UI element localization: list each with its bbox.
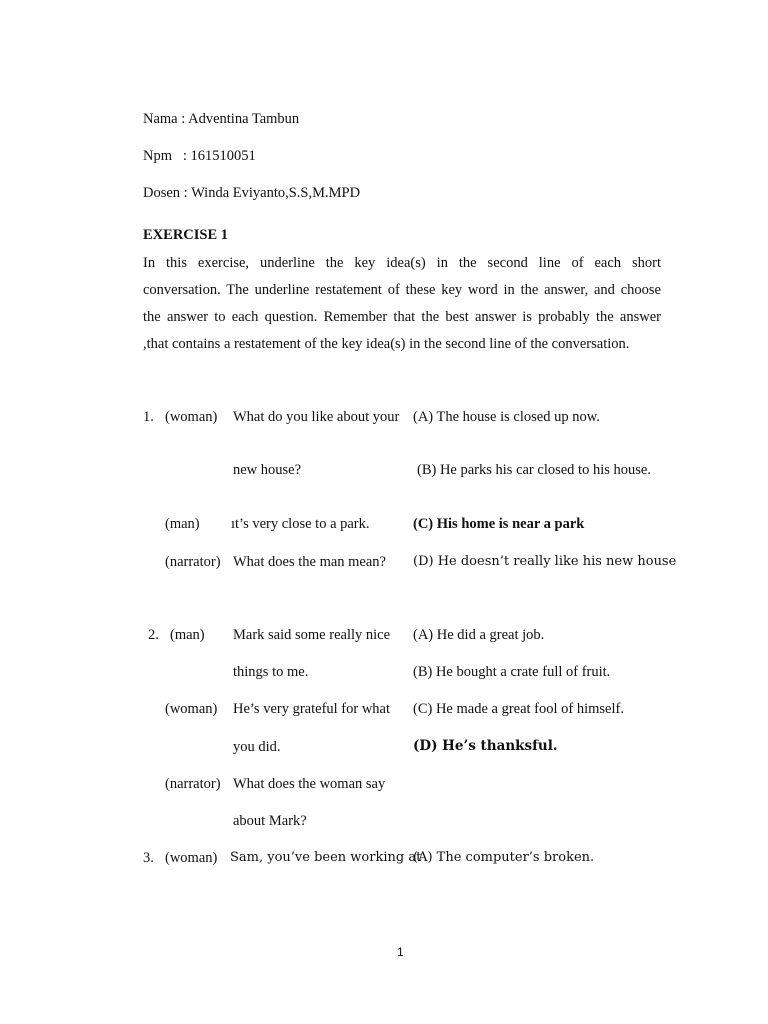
dialogue-text: What does the woman say bbox=[233, 776, 386, 792]
speaker-label: (woman) bbox=[165, 701, 218, 717]
answer-option-d: (D) He doesn’t really like his new house bbox=[413, 554, 677, 569]
speaker-label: (woman) bbox=[165, 850, 218, 866]
dialogue-text: ıt’s very close to a park. bbox=[231, 516, 370, 532]
answer-option-d: (D) He’s thanksful. bbox=[413, 738, 558, 754]
page-number: 1 bbox=[397, 945, 404, 959]
exercise-title: EXERCISE 1 bbox=[143, 227, 229, 243]
answer-option-a: (A) The computer’s broken. bbox=[413, 850, 595, 865]
dialogue-text: Mark said some really nice bbox=[233, 627, 391, 643]
lecturer-name: Dosen : Winda Eviyanto,S.S,M.MPD bbox=[143, 185, 361, 201]
speaker-label: (man) bbox=[170, 627, 205, 643]
instruction-line: the answer to each question. Remember that the best answer is probably the answer bbox=[143, 309, 661, 325]
answer-option-b: (B) He parks his car closed to his house. bbox=[417, 462, 651, 478]
answer-option-c: (C) His home is near a park bbox=[413, 516, 585, 532]
dialogue-text: What do you like about your bbox=[233, 409, 400, 425]
answer-option-b: (B) He bought a crate full of fruit. bbox=[413, 664, 611, 680]
dialogue-text: things to me. bbox=[233, 664, 309, 680]
question-number: 1. bbox=[143, 409, 154, 425]
dialogue-text: new house? bbox=[233, 462, 302, 478]
speaker-label: (narrator) bbox=[165, 776, 221, 792]
dialogue-text: you did. bbox=[233, 739, 281, 755]
instruction-line: In this exercise, underline the key idea(s) in the second line of each short bbox=[143, 255, 661, 271]
student-npm: Npm : 161510051 bbox=[143, 148, 256, 164]
dialogue-text: about Mark? bbox=[233, 813, 307, 829]
student-name: Nama : Adventina Tambun bbox=[143, 111, 300, 127]
question-number: 2. bbox=[148, 627, 159, 643]
dialogue-text: What does the man mean? bbox=[233, 554, 386, 570]
question-number: 3. bbox=[143, 850, 154, 866]
speaker-label: (woman) bbox=[165, 409, 218, 425]
speaker-label: (narrator) bbox=[165, 554, 221, 570]
answer-option-a: (A) He did a great job. bbox=[413, 627, 545, 643]
dialogue-text: He’s very grateful for what bbox=[233, 701, 391, 717]
dialogue-text: Sam, you’ve been working at bbox=[230, 850, 422, 865]
instruction-line: ,that contains a restatement of the key idea(s) in the second line of the conversation. bbox=[143, 336, 630, 352]
instruction-line: conversation. The underline restatement of these key word in the answer, and choose bbox=[143, 282, 661, 298]
speaker-label: (man) bbox=[165, 516, 200, 532]
answer-option-c: (C) He made a great fool of himself. bbox=[413, 701, 624, 717]
answer-option-a: (A) The house is closed up now. bbox=[413, 409, 600, 425]
